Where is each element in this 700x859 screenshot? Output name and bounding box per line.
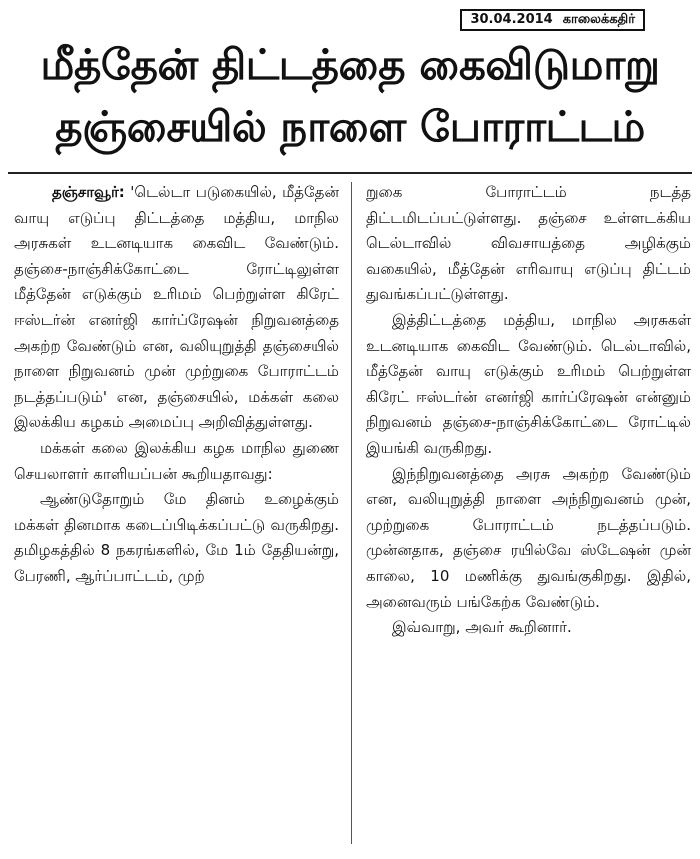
article-paragraph: இந்நிறுவனத்தை அரசு அகற்ற வேண்டும் என, வலியுறுத்தி நாளை அந்நிறுவனம் முன், முற்றுகை போராட்டம் நடத்தப்படும். முன்னதாக, தஞ்சை ரயில்வே ஸ்டேஷன் முன் காலை, 10 மணிக்கு துவங்குகிறது. இதில், அனைவரும் பங்கேற்க வேண்டும்.	[366, 464, 691, 611]
headline	[30, 34, 670, 158]
article-column-1	[14, 180, 339, 590]
article-paragraph: இவ்வாறு, அவர் கூறினார்.	[392, 618, 572, 637]
article-paragraph: மக்கள் கலை இலக்கிய கழக மாநில துணை செயலாளர் காளியப்பன் கூறியதாவது:	[14, 438, 339, 483]
headline-line-1: மீத்தேன் திட்டத்தை கைவிடுமாறு	[40, 40, 660, 89]
article-paragraph: றுகை போராட்டம் நடத்த திட்டமிடப்பட்டுள்ளது. தஞ்சை உள்ளடக்கிய டெல்டாவில் விவசாயத்தை அழிக்கும் வகையில், மீத்தேன் எரிவாயு எடுப்பு திட்டம் துவங்கப்பட்டுள்ளது.	[366, 183, 691, 304]
publication-date: 30.04.2014	[470, 12, 553, 27]
article-column-2	[366, 180, 691, 641]
article-paragraph: ஆண்டுதோறும் மே தினம் உழைக்கும் மக்கள் தினமாக கடைப்பிடிக்கப்பட்டு வருகிறது. தமிழகத்தில் 8 நகரங்களில், மே 1ம் தேதியன்று, பேரணி, ஆர்ப்பாட்டம், முற்	[14, 490, 339, 585]
article-paragraph	[14, 180, 339, 436]
column-divider	[351, 182, 352, 844]
article-dateline: தஞ்சாவூர்:	[52, 183, 125, 201]
headline-line-2: தஞ்சையில் நாளை போராட்டம்	[55, 102, 645, 151]
date-source-box	[460, 9, 645, 31]
paragraph-text: 'டெல்டா படுகையில், மீத்தேன் வாயு எடுப்பு திட்டத்தை மத்திய, மாநில அரசுகள் உடனடியாக கைவிட வேண்டும். தஞ்சை-நாஞ்சிக்கோட்டை ரோட்டிலுள்ள மீத்தேன் எடுக்கும் உரிமம் பெற்றுள்ள கிரேட் ஈஸ்டர்ன் எனர்ஜி கார்ப்ரேஷன் நிறுவனத்தை அகற்ற வேண்டும் என, வலியுறுத்தி தஞ்சையில் நாளை நிறுவனம் முன் முற்றுகை போராட்டம் நடத்தப்படும்' என, தஞ்சையில், மக்கள் கலை இலக்கிய கழகம் அமைப்பு அறிவித்துள்ளது.	[14, 183, 339, 432]
article-paragraph: இத்திட்டத்தை மத்திய, மாநில அரசுகள் உடனடியாக கைவிட வேண்டும். டெல்டாவில், மீத்தேன் வாயு எடுக்கும் உரிமம் பெற்றுள்ள கிரேட் ஈஸ்டர்ன் எனர்ஜி கார்ப்ரேஷன் என்னும் நிறுவனம் தஞ்சை-நாஞ்சிக்கோட்டை ரோட்டில் இயங்கி வருகிறது.	[366, 310, 691, 457]
newspaper-name: காலைக்கதிர்	[562, 12, 635, 27]
headline-divider	[8, 172, 692, 174]
